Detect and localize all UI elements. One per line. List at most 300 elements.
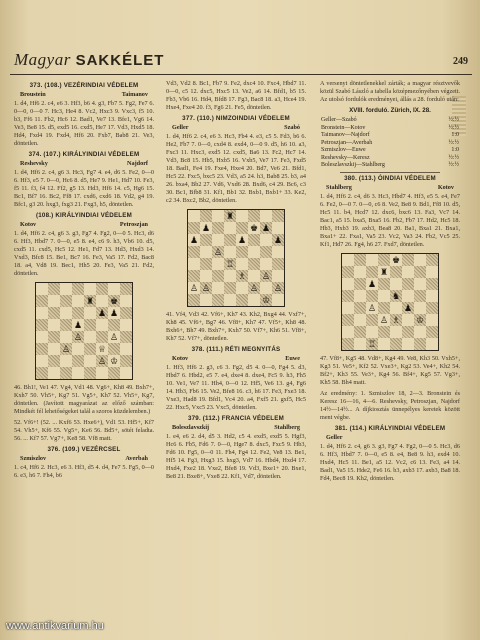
board-square [60,307,72,319]
game-title: (108.) KIRÁLYINDIAI VÉDELEM [36,212,132,219]
board-square [120,343,132,355]
board-square [342,278,354,290]
table-row [320,140,460,148]
white-player: Geller [172,124,189,131]
board-square [188,234,200,246]
board-square [260,234,272,246]
board-square [48,355,60,367]
board-square [236,210,248,222]
white-pawn-icon: ♙ [367,302,377,313]
game-moves-continued: 41. Vf4, Vd3 42. Vf6+, Kh7 43. Kh2, Bxg4 44. Vxf7+, Kh8 45. Vf6+, Bg7 46. Vf8+, Kh7 47. Vf5+, Kh8 48. Bxh6+, Bh7 49. Bxh7+, Kxh7 50. Vf7+, Kh6 51. Vf8+, Kh7 52. Vf7+, döntetlen. [166,311,306,342]
board-square [236,294,248,306]
board-square [200,294,212,306]
game-title: 374. (107.) KIRÁLYINDIAI VÉDELEM [28,151,140,158]
board-square [36,283,48,295]
board-square [354,266,366,278]
game-moves-continued: 46. Bh1!, Ve1 47. Vg4, Vd1 48. Vg6+, Kh8 49. Bxh7+, Kxh7 50. Vh5+, Kg7 51. Vg5+, Kh7 52. Vh5+, Kg7, döntetlen. (Javított magyarázat az előző számban: Mindkét fél lehetőségeket talál a szoros küzdelemben.) [14,384,154,415]
board-square [354,326,366,338]
board-square [342,266,354,278]
white-bishop-icon: ♗ [237,271,247,281]
board-square [378,302,390,314]
board-square [108,343,120,355]
game-players [20,221,148,229]
board-square [342,254,354,266]
board-square [378,254,390,266]
board-square [72,343,84,355]
black-pawn-icon: ♟ [403,302,413,313]
board-square [354,338,366,350]
board-square [120,283,132,295]
board-square [366,278,378,290]
board-square [426,290,438,302]
board-square [272,222,284,234]
board-square [188,270,200,282]
magazine-title [14,50,164,70]
round-results-table [320,117,460,170]
white-pawn-icon: ♙ [61,344,71,354]
board-square [378,290,390,302]
board-square [84,331,96,343]
board-square [200,210,212,222]
game-moves: 1. Hf3, Hf6 2. g3, c6 3. Fg2, d5 4. 0—0, Fg4 5. d3, Hbd7 6. Hbd2, e5 7. e4, dxe4 8. dxe4, Fc5 9. h3, Fh5 10. Ve1, Ve7 11. Hh4, 0—0 12. Hf5, Ve6 13. g4, Fg6 14. Hb3, Fb6 15. Ve2, Bfe8 16. c3, h6 17. Fe3, Fxe3 18. Vxe3, Had8 19. Bfd1, Vc4 20. a4, Fxf5 21. gxf5, Hc5 22. Hxc5, Vxc5 23. Vxc5, döntetlen. [166,364,306,411]
board-square [414,278,426,290]
board-square [272,282,284,294]
board-square [402,290,414,302]
board-square [200,246,212,258]
black-player: Petroszjan [119,221,148,228]
board-square [120,307,132,319]
black-pawn-icon: ♟ [367,278,377,289]
board-square [236,222,248,234]
board-square [36,307,48,319]
board-square [378,338,390,350]
board-square [390,290,402,302]
board-square [366,266,378,278]
board-square [48,319,60,331]
board-square [48,367,60,379]
board-square [96,283,108,295]
pairing-cell: Taimanov—Najdorf [321,132,370,138]
black-pawn-icon: ♟ [201,223,211,233]
board-square [36,295,48,307]
board-square [402,278,414,290]
chess-diagram [341,253,439,351]
board-square [48,295,60,307]
board-square [366,326,378,338]
board-square [236,258,248,270]
report-text: A versenyt döntetlenekkel zárták; a magyar résztvevők közül Szabó László a tabella középmezőnyében végzett. Az utolsó fordulók eredményei, állás a 28. forduló után: [320,80,460,103]
game-moves: 1. d4, Hf6 2. c4, e6 3. Hc3, Fb4 4. e3, c5 5. Fd3, b6 6. He2, Fb7 7. 0—0, cxd4 8. exd4, 0—0 9. d5, h6 10. a3, Fxc3 11. Hxc3, exd5 12. cxd5, Ba6 13. Fc2, Hc7 14. Vd3, Bc8 15. Hb5, Hxb5 16. Vxb5, Ve7 17. Fe3, Fxd5 18. Bad1, Fe4 19. Fxe4, Hxe4 20. Bd7, Ve6 21. Bfd1, Hc5 22. Fxc5, bxc5 23. Vd3, a5 24. h3, Bab8 25. b3, a4 26. bxa4, Bb2 27. Vd6, Vxd6 28. Bxd6, c4 29. Bc6, c3 30. Bc1, Bfb8 31. Kf1, Bb1 32. Bxb1, Bxb1+ 33. Ke2, c2 34. Bxc2, Bb2, döntetlen. [166,133,306,204]
board-square [378,278,390,290]
board-square [188,294,200,306]
board-square [188,258,200,270]
black-player: Averbah [125,455,148,462]
game-moves-continued: 47. Vf8+, Kg5 48. Vd8+, Kg4 49. Ve8, Kh3 50. Vxh5+, Kg3 51. Ve5+, Kf2 52. Vxe3+, Kg2 53. Ve4+, Kh2 54. Bf2+, Kh3 55. Ve3+, Kg4 56. Bf4+, Kg5 57. Vg3+, Kh5 58. Bh4 matt. [320,354,460,386]
white-rook-icon: ♖ [367,338,377,349]
board-square [60,295,72,307]
board-square [188,222,200,234]
table-row [320,117,460,125]
game-title: 376. (109.) VEZÉRCSEL [47,446,121,453]
board-square [378,266,390,278]
chess-diagram [35,282,133,380]
result-cell: ½:½ [448,139,459,146]
white-pawn-icon: ♙ [249,283,259,293]
board-square [84,367,96,379]
result-cell: ½:½ [448,154,459,161]
game-moves: 1. d4, Hf6 2. c4, e6 3. Hf3, b6 4. g3, Fb7 5. Fg2, Fe7 6. 0—0, 0—0 7. Hc3, He4 8. Vc2, Hxc3 9. Vxc3, f5 10. b3, Ff6 11. Fb2, Hc6 12. Bad1, Ve7 13. Bfe1, Vg6 14. Ve3, Be8 15. d5, exd5 16. cxd5, He7 17. Vd3, Hxd5 18. Hd4, Fxd4 19. Fxd4, Hf6 20. Fxb7, Bab8 21. Ve3, döntetlen. [14,100,154,147]
board-square [248,246,260,258]
board-square [48,283,60,295]
white-player: Kotov [172,355,189,362]
board-square [390,326,402,338]
board-square [60,283,72,295]
board-square [72,367,84,379]
board-square [224,294,236,306]
board-square [36,355,48,367]
white-pawn-icon: ♙ [379,314,389,325]
board-square [426,338,438,350]
board-square [36,367,48,379]
board-square [96,307,108,319]
board-square [48,343,60,355]
board-square [96,295,108,307]
pairing-cell: Petroszjan—Averbah [321,139,373,146]
board-square [390,338,402,350]
white-pawn-icon: ♙ [189,283,199,293]
white-player: Reshevsky [20,160,48,167]
board-square [248,270,260,282]
board-square [248,222,260,234]
table-row [320,155,460,163]
board-square [366,254,378,266]
game-notes: 52. Vf6+! (52. ... Kxf6 53. Hxe6+), Vd1 53. Hf5+, Kf7 54. Vh5+, Kf6 55. Vg5+, Ke6 56. Bd5+, sötét feladta. 56. ... Kf7 57. Vg7+, Ke8 58. Vf8 matt. [14,419,154,442]
board-square [354,302,366,314]
table-row [320,125,460,133]
white-player: Stahlberg [326,183,352,191]
board-square [402,266,414,278]
game-title: 373. (108.) VEZÉRINDIAI VÉDELEM [29,82,139,89]
page-header [10,50,472,75]
board-square [212,222,224,234]
board-square [108,283,120,295]
board-square [342,290,354,302]
white-pawn-icon: ♙ [73,332,83,342]
result-cell: ½:½ [448,124,459,131]
board-square [260,246,272,258]
board-square [120,295,132,307]
black-pawn-icon: ♟ [261,223,271,233]
board-square [72,331,84,343]
board-square [366,338,378,350]
game-players [20,91,148,99]
black-king-icon: ♚ [249,223,259,233]
board-square [212,282,224,294]
board-square [48,307,60,319]
board-square [120,319,132,331]
game-players [172,124,300,132]
board-square [260,270,272,282]
board-square [342,338,354,350]
board-square [108,307,120,319]
board-square [342,302,354,314]
black-pawn-icon: ♟ [237,235,247,245]
board-square [342,314,354,326]
black-rook-icon: ♜ [85,296,95,306]
black-pawn-icon: ♟ [97,308,107,318]
board-square [272,270,284,282]
black-player: Taimanov [121,91,148,98]
result-cell: ½:½ [448,117,459,123]
board-square [354,278,366,290]
white-pawn-icon: ♙ [97,356,107,366]
board-square [224,234,236,246]
black-knight-icon: ♞ [391,290,401,301]
game-players [326,184,454,192]
board-square [108,295,120,307]
board-square [84,307,96,319]
report-text: Az eredmény: 1. Szmiszlov 18, 2—3. Bronstein és Keresz 16—16, 4—6. Reshevsky, Petroszjan, Najdorf 14½—14½... A díjkiosztás ünnepélyes keretek között ment végbe. [320,389,460,421]
pairing-cell: Bronstein—Kotov [321,124,366,131]
board-square [36,331,48,343]
divider [340,172,440,173]
board-square [188,210,200,222]
watermark: www.antikvarium.hu [6,620,104,632]
black-player: Szabó [284,124,300,131]
board-square [426,254,438,266]
board-square [212,258,224,270]
black-pawn-icon: ♟ [73,320,83,330]
board-square [84,295,96,307]
game-moves: 1. e4, e6 2. d4, d5 3. Hd2, c5 4. exd5, exd5 5. Hgf3, Hc6 6. Fb5, Fd6 7. 0—0, Hge7 8. dxc5, Fxc5 9. Hb3, Fd6 10. Fg5, 0—0 11. Fh4, Fg4 12. Fe2, Ve8 13. Be1, Hf5 14. Fg3, Hxg3 15. hxg3, Vd7 16. Hbd4, Hxd4 17. Hxd4, Fxe2 18. Vxe2, Bfe8 19. Vd3, Bxe1+ 20. Bxe1, Be8 21. Bxe8+, Vxe8 22. Kf1, Vd7, döntetlen. [166,433,306,480]
game-moves: 1. d4, Hf6 2. c4, g6 3. Hc3, Fg7 4. e4, d6 5. Fe2, 0—0 6. Hf3, e5 7. 0—0, Hc6 8. d5, He7 9. He1, Hd7 10. Fe3, f5 11. f3, f4 12. Ff2, g5 13. Hd3, Hf6 14. c5, Hg6 15. Bc1, Bf7 16. Bc2, Ff8 17. cxd6, cxd6 18. Vd2, g4 19. Bfc1, g3 20. hxg3, fxg3 21. Fxg3, h5, döntetlen. [14,169,154,208]
board-square [224,270,236,282]
board-square [120,355,132,367]
white-pawn-icon: ♙ [201,283,211,293]
black-pawn-icon: ♟ [109,308,119,318]
board-square [366,314,378,326]
title-main: SAKKÉLET [75,52,165,69]
board-square [414,326,426,338]
game-title: 377. (110.) NIMZOINDIAI VÉDELEM [182,115,290,122]
table-row [320,132,460,140]
board-square [260,258,272,270]
board-square [60,355,72,367]
board-square [426,278,438,290]
result-cell: ½:½ [448,162,459,168]
result-cell: 1:0 [451,132,459,138]
column-3 [320,80,460,620]
white-player: Szmiszlov [20,455,47,462]
board-square [72,295,84,307]
game-title: 378. (111.) RÉTI MEGNYITÁS [191,346,281,353]
game-players [172,424,300,432]
board-square [120,331,132,343]
game-title: 381. (114.) KIRÁLYINDIAI VÉDELEM [334,424,446,432]
board-square [426,326,438,338]
game-moves: 1. c4, Hf6 2. Hc3, e6 3. Hf3, d5 4. d4, Fe7 5. Fg5, 0—0 6. e3, h6 7. Fh4, b6 [14,464,154,479]
game-moves: 1. d4, Hf6 2. c4, g6 3. g3, Fg7 4. Fg2, 0—0 5. Hc3, d6 6. Hf3, Hbd7 7. 0—0, e5 8. e4, Be8 9. h3, exd4 10. Hxd4, Hc5 11. Be1, a5 12. Vc2, c6 13. Fe3, a4 14. Bad1, Va5 15. Hde2, Fe6 16. b3, axb3 17. axb3, Ba8 18. Fd4, Bec8 19. Kh2, döntetlen. [320,442,460,482]
board-square [272,294,284,306]
title-script: Magyar [14,50,71,69]
board-square [248,210,260,222]
board-square [390,314,402,326]
black-player: Kotov [437,183,454,191]
board-square [354,254,366,266]
board-square [72,307,84,319]
board-square [426,302,438,314]
board-square [108,331,120,343]
board-square [60,331,72,343]
board-square [378,326,390,338]
board-square [96,355,108,367]
game-moves-continued: Vd3, Vd2 8. Bc1, Fb7 9. Fe2, dxc4 10. Fxc4, Hbd7 11. 0—0, c5 12. dxc5, Hxc5 13. Ve2, a6 14. Bfd1, b5 15. Fb3, Vb6 16. Hd4, Bfd8 17. Fg3, Bac8 18. a3, Hce4 19. Hxe4, Fxe4 20. f3, Fg6 21. Fe5, döntetlen. [166,80,306,111]
board-square [390,302,402,314]
board-square [366,302,378,314]
board-square [36,343,48,355]
board-square [224,210,236,222]
white-king-icon: ♔ [109,356,119,366]
board-square [108,319,120,331]
board-square [426,314,438,326]
board-square [248,294,260,306]
black-pawn-icon: ♟ [189,235,199,245]
white-player: Kotov [20,221,37,228]
board-square [342,326,354,338]
board-square [72,283,84,295]
board-square [200,258,212,270]
black-rook-icon: ♜ [225,211,235,221]
board-square [224,222,236,234]
board-square [414,290,426,302]
white-player: Geller [326,433,343,441]
board-square [188,246,200,258]
board-square [402,314,414,326]
board-square [84,319,96,331]
board-square [72,355,84,367]
white-pawn-icon: ♙ [273,283,283,293]
board-square [414,338,426,350]
board-square [414,254,426,266]
board-square [272,234,284,246]
black-king-icon: ♚ [391,254,401,265]
board-square [366,290,378,302]
board-square [272,210,284,222]
white-player: Boleszlavszkij [172,424,210,431]
board-square [260,210,272,222]
white-queen-icon: ♕ [97,344,107,354]
board-square [260,282,272,294]
board-square [84,283,96,295]
game-title: 379. (112.) FRANCIA VÉDELEM [188,415,284,422]
board-square [224,258,236,270]
board-square [200,282,212,294]
board-square [402,254,414,266]
black-player: Euwe [285,355,300,362]
board-square [200,270,212,282]
black-rook-icon: ♜ [379,266,389,277]
board-square [390,254,402,266]
chess-diagram [187,209,285,307]
board-square [414,302,426,314]
board-square [96,343,108,355]
board-square [60,343,72,355]
board-square [224,246,236,258]
result-cell: 1:0 [451,147,459,153]
game-players [20,455,148,463]
white-pawn-icon: ♙ [213,247,223,257]
board-square [402,338,414,350]
pairing-cell: Reshevsky—Keresz [321,154,370,161]
board-square [236,282,248,294]
board-square [212,294,224,306]
game-moves: 1. d4, Hf6 2. c4, g6 3. g3, Fg7 4. Fg2, 0—0 5. Hc3, d6 6. Hf3, Hbd7 7. 0—0, e5 8. e4, c6 9. h3, Vb6 10. d5, cxd5 11. cxd5, Hc5 12. He1, Fd7 13. Hd3, Hxd3 14. Vxd3, Bfc8 15. Be1, Bc7 16. Fe3, Va5 17. Fd2, Bac8 18. a4, Vd8 19. Bec1, Hh5 20. Fe3, Va5 21. Fd2, döntetlen. [14,230,154,277]
pairing-cell: Geller—Szabó [321,117,357,123]
board-square [260,294,272,306]
board-square [84,355,96,367]
game-players [172,355,300,363]
board-square [414,266,426,278]
board-square [224,282,236,294]
game-moves: 1. d4, Hf6 2. c4, d6 3. Hc3, Hbd7 4. Hf3, e5 5. e4, Fe7 6. Fe2, 0—0 7. 0—0, c6 8. Ve2, Be8 9. Bd1, Ff8 10. d5, Hc5 11. b4, Hcd7 12. dxc6, bxc6 13. Fa3, Vc7 14. Bac1, a5 15. bxa5, Bxa5 16. Fb2, Fb7 17. Hd2, Hc5 18. Hb3, Hxb3 19. axb3, Bea8 20. Ba1, Bxa1 21. Bxa1, Bxa1+ 22. Fxa1, Va5 23. Vc2, Va3 24. Fb2, Vc5 25. Kf1, Hd7 26. Fg4, h6 27. Fxd7, döntetlen. [320,192,460,248]
board-square [96,319,108,331]
board-square [212,246,224,258]
column-1 [14,80,154,620]
column-2 [166,80,306,620]
white-rook-icon: ♖ [225,259,235,269]
board-square [272,246,284,258]
board-square [390,278,402,290]
board-square [36,319,48,331]
board-square [260,222,272,234]
white-player: Broustein [20,91,46,98]
board-square [188,282,200,294]
black-player: Stahlberg [274,424,300,431]
game-players [20,160,148,168]
pairing-cell: Szmiszlov—Euwe [321,147,366,153]
board-square [212,270,224,282]
board-square [72,319,84,331]
board-square [248,282,260,294]
board-square [414,314,426,326]
board-square [426,266,438,278]
board-square [272,258,284,270]
board-square [402,302,414,314]
board-square [48,331,60,343]
board-square [378,314,390,326]
board-square [200,222,212,234]
black-king-icon: ♚ [109,296,119,306]
white-king-icon: ♔ [261,295,271,305]
board-square [200,234,212,246]
pairing-cell: Boleszlavszkij—Stahlberg [321,162,385,168]
game-players [326,434,454,442]
white-bishop-icon: ♗ [391,314,401,325]
board-square [248,258,260,270]
game-title: 380. (113.) ÓINDIAI VÉDELEM [344,174,436,182]
white-king-icon: ♔ [415,314,425,325]
board-square [120,367,132,379]
board-square [236,270,248,282]
board-square [212,234,224,246]
board-square [96,331,108,343]
white-pawn-icon: ♙ [109,332,119,342]
round-table-title: XVIII. forduló. Zürich, IX. 28. [349,107,431,114]
board-square [84,343,96,355]
board-square [354,314,366,326]
board-square [390,266,402,278]
table-row [320,162,460,170]
